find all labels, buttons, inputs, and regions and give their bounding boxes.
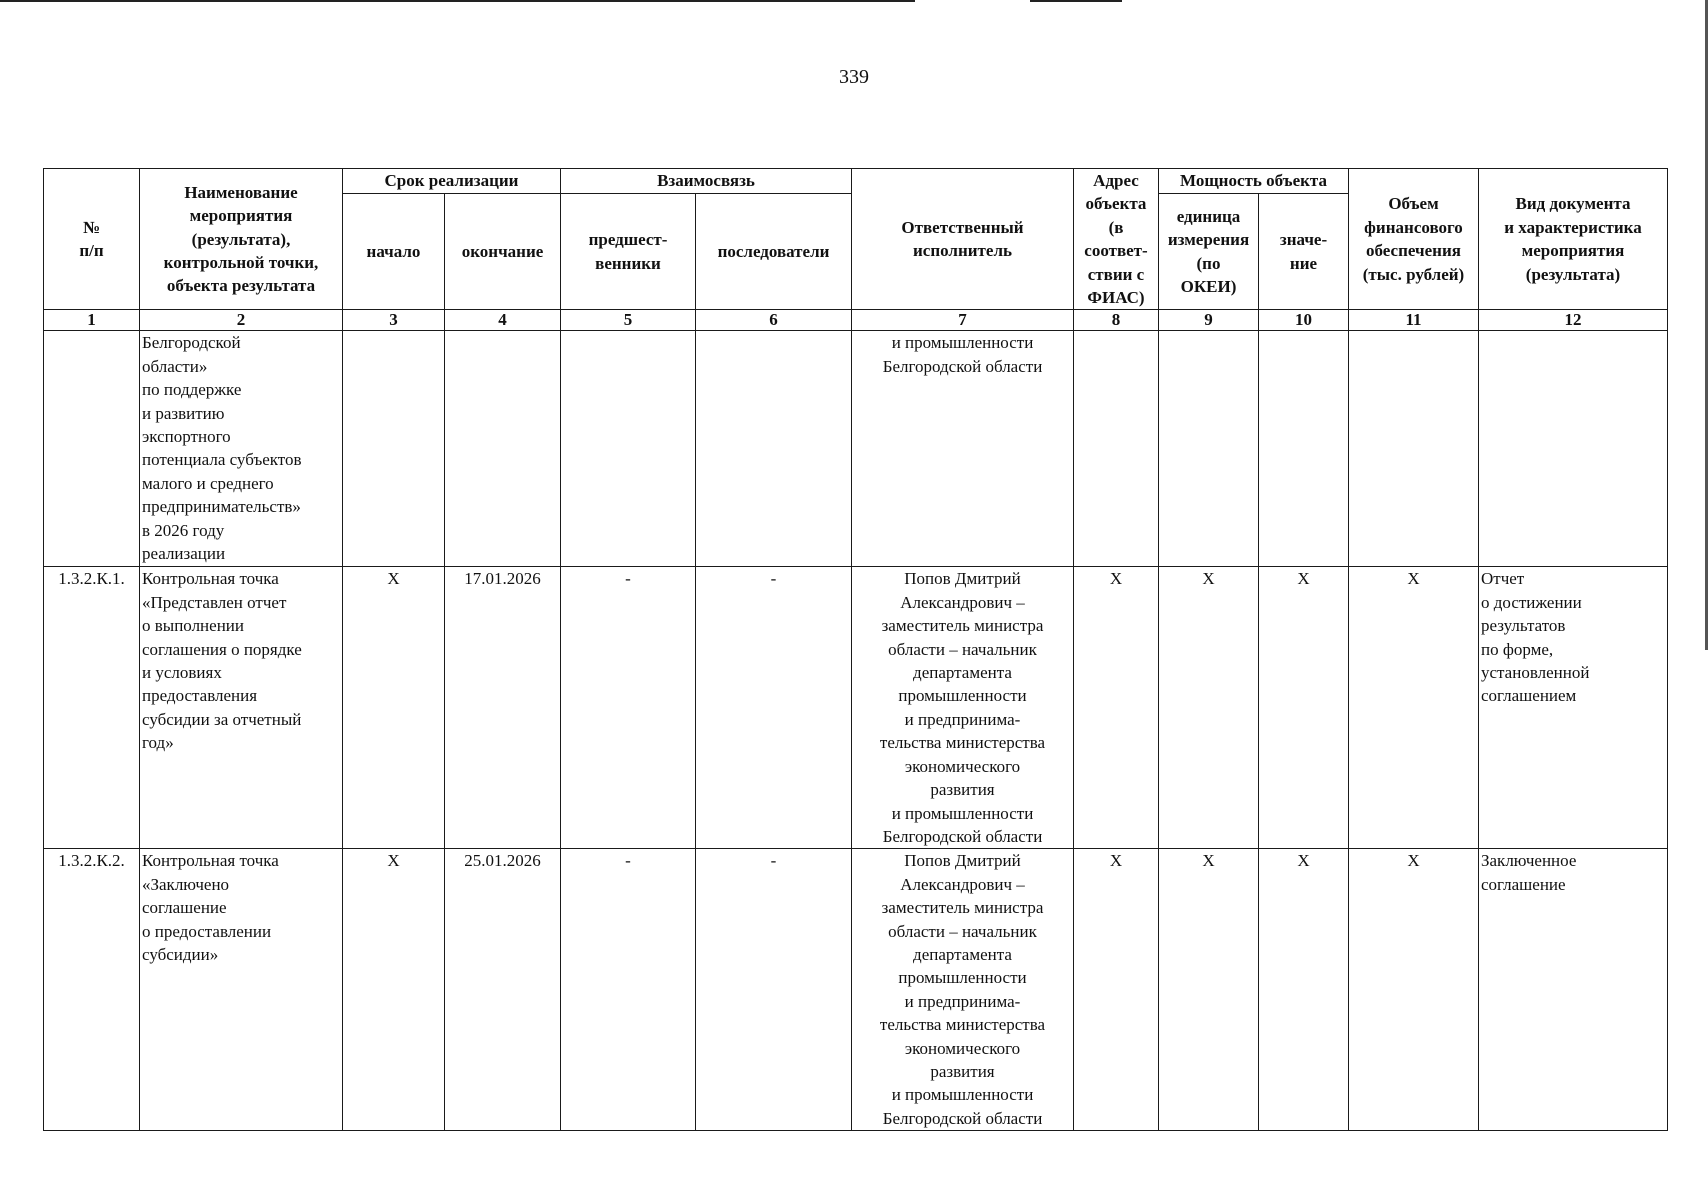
text-line: (в: [1108, 217, 1124, 237]
text-line: и промышленности: [891, 1085, 1034, 1105]
text-line: «Заключено: [142, 874, 230, 894]
activity-name: [140, 567, 343, 849]
capacity-value: [1259, 331, 1349, 567]
text-line: Попов Дмитрий: [904, 569, 1021, 589]
column-number: 11: [1349, 310, 1479, 331]
text-line: и промышленности: [891, 333, 1034, 353]
text-line: (результата),: [191, 229, 291, 249]
text-line: области – начальник: [888, 921, 1037, 941]
header-value: [1259, 193, 1349, 310]
responsible-executor: [852, 567, 1074, 849]
capacity-value: X: [1259, 849, 1349, 1131]
text-line: обеспечения: [1366, 241, 1461, 261]
start-date: X: [343, 849, 445, 1131]
column-number: 5: [561, 310, 696, 331]
text-line: промышленности: [898, 686, 1027, 706]
header-unit: [1159, 193, 1259, 310]
text-line: реализации: [142, 544, 226, 564]
text-line: потенциала субъектов: [142, 450, 302, 470]
text-line: департамента: [913, 944, 1012, 964]
finance-amount: [1349, 331, 1479, 567]
text-line: предпринимательств»: [142, 497, 301, 517]
column-number: 8: [1074, 310, 1159, 331]
text-line: о достижении: [1481, 592, 1582, 612]
text-line: (результата): [1525, 264, 1621, 284]
start-date: X: [343, 567, 445, 849]
text-line: ФИАС): [1087, 288, 1145, 308]
finance-amount: X: [1349, 849, 1479, 1131]
text-line: и условиях: [142, 663, 222, 683]
column-number: 2: [140, 310, 343, 331]
text-line: исполнитель: [913, 241, 1012, 261]
text-line: Контрольная точка: [142, 569, 279, 589]
text-line: в 2026 году: [142, 520, 225, 540]
text-line: финансового: [1364, 217, 1463, 237]
text-line: Белгородской области: [882, 826, 1043, 846]
text-line: Объем: [1388, 194, 1439, 214]
predecessors: -: [561, 849, 696, 1131]
text-line: тельства министерства: [879, 1015, 1046, 1035]
text-line: Белгородской: [142, 333, 241, 353]
end-date: 17.01.2026: [445, 567, 561, 849]
text-line: промышленности: [898, 968, 1027, 988]
row-number: 1.3.2.К.1.: [44, 567, 140, 849]
text-line: Адрес: [1093, 171, 1139, 190]
header-relation-group: Взаимосвязь: [561, 169, 852, 194]
table-row: [44, 849, 1668, 1131]
header-document: [1479, 169, 1668, 310]
text-line: (по: [1196, 253, 1221, 273]
successors: [696, 331, 852, 567]
text-line: области – начальник: [888, 639, 1037, 659]
text-line: и промышленности: [891, 803, 1034, 823]
text-line: Вид документа: [1515, 194, 1631, 214]
header-start: начало: [343, 193, 445, 310]
text-line: объекта: [1085, 194, 1147, 214]
text-line: соответ-: [1084, 241, 1148, 261]
table-row: [44, 567, 1668, 849]
table-row: [44, 331, 1668, 567]
text-line: соглашение: [1481, 874, 1566, 894]
column-number: 10: [1259, 310, 1349, 331]
text-line: ствии с: [1087, 264, 1145, 284]
text-line: год»: [142, 733, 174, 753]
column-number: 4: [445, 310, 561, 331]
text-line: и развитию: [142, 403, 225, 423]
capacity-unit: [1159, 331, 1259, 567]
text-line: Белгородской области: [882, 1108, 1043, 1128]
text-line: экономического: [904, 1038, 1021, 1058]
text-line: развития: [930, 1061, 995, 1081]
text-line: соглашения о порядке: [142, 639, 302, 659]
column-number: 12: [1479, 310, 1668, 331]
text-line: мероприятия: [189, 206, 293, 226]
text-line: субсидии»: [142, 944, 219, 964]
text-line: «Представлен отчет: [142, 592, 287, 612]
column-number: 3: [343, 310, 445, 331]
activity-name: [140, 331, 343, 567]
text-line: Попов Дмитрий: [904, 851, 1021, 871]
text-line: экспортного: [142, 427, 231, 447]
text-line: тельства министерства: [879, 733, 1046, 753]
document-type: [1479, 331, 1668, 567]
text-line: заместитель министра: [881, 616, 1044, 636]
activity-table: [43, 168, 1668, 1131]
text-line: Александрович –: [900, 592, 1025, 612]
header-predecessors: [561, 193, 696, 310]
text-line: Наименование: [184, 182, 298, 202]
text-line: соглашение: [142, 898, 227, 918]
text-line: Белгородской области: [882, 356, 1043, 376]
page-number: 339: [839, 66, 869, 88]
header-name: [140, 169, 343, 310]
header-end: окончание: [445, 193, 561, 310]
responsible-executor: [852, 849, 1074, 1131]
text-line: Отчет: [1481, 569, 1525, 589]
text-line: и предпринима-: [904, 709, 1021, 729]
capacity-unit: X: [1159, 567, 1259, 849]
text-line: мероприятия: [1521, 241, 1625, 261]
finance-amount: X: [1349, 567, 1479, 849]
text-line: объекта результата: [166, 276, 316, 296]
end-date: [445, 331, 561, 567]
header-executor: [852, 169, 1074, 310]
header-number: [44, 169, 140, 310]
text-line: ние: [1289, 253, 1318, 273]
successors: -: [696, 849, 852, 1131]
document-type: [1479, 567, 1668, 849]
text-line: по поддержке: [142, 380, 242, 400]
text-line: департамента: [913, 663, 1012, 683]
row-number: [44, 331, 140, 567]
predecessors: [561, 331, 696, 567]
text-line: результатов: [1481, 616, 1566, 636]
header-finance: [1349, 169, 1479, 310]
object-address: X: [1074, 567, 1159, 849]
capacity-unit: X: [1159, 849, 1259, 1131]
row-number: 1.3.2.К.2.: [44, 849, 140, 1131]
object-address: X: [1074, 849, 1159, 1131]
text-line: о предоставлении: [142, 921, 272, 941]
header-address: [1074, 169, 1159, 310]
column-number: 7: [852, 310, 1074, 331]
text-line: о выполнении: [142, 616, 244, 636]
column-number: 1: [44, 310, 140, 331]
text-line: (тыс. рублей): [1362, 264, 1465, 284]
text-line: соглашением: [1481, 686, 1577, 706]
successors: -: [696, 567, 852, 849]
text-line: предшест-: [588, 230, 668, 250]
text-line: венники: [595, 253, 661, 273]
predecessors: -: [561, 567, 696, 849]
header-capacity-group: Мощность объекта: [1159, 169, 1349, 194]
text-line: Контрольная точка: [142, 851, 279, 871]
text-line: ОКЕИ): [1180, 276, 1237, 296]
text-line: предоставления: [142, 686, 258, 706]
text-line: субсидии за отчетный: [142, 709, 302, 729]
text-line: №: [82, 217, 101, 237]
object-address: [1074, 331, 1159, 567]
header-successors: последователи: [696, 193, 852, 310]
start-date: [343, 331, 445, 567]
text-line: области»: [142, 356, 208, 376]
text-line: установленной: [1481, 663, 1590, 683]
activity-name: [140, 849, 343, 1131]
text-line: Ответственный: [901, 217, 1024, 237]
text-line: значе-: [1279, 230, 1328, 250]
text-line: Заключенное: [1481, 851, 1577, 871]
column-number: 9: [1159, 310, 1259, 331]
text-line: и характеристика: [1504, 217, 1642, 237]
column-number: 6: [696, 310, 852, 331]
text-line: контрольной точки,: [163, 252, 319, 272]
header-period-group: Срок реализации: [343, 169, 561, 194]
text-line: развития: [930, 780, 995, 800]
text-line: по форме,: [1481, 639, 1554, 659]
text-line: экономического: [904, 756, 1021, 776]
text-line: малого и среднего: [142, 473, 274, 493]
text-line: и предпринима-: [904, 991, 1021, 1011]
end-date: 25.01.2026: [445, 849, 561, 1131]
scan-edge-line: [1030, 0, 1122, 2]
scan-edge-line: [0, 0, 915, 2]
text-line: измерения: [1167, 230, 1250, 250]
responsible-executor: [852, 331, 1074, 567]
document-type: [1479, 849, 1668, 1131]
text-line: Александрович –: [900, 874, 1025, 894]
text-line: п/п: [79, 241, 104, 261]
capacity-value: X: [1259, 567, 1349, 849]
column-number-row: [44, 310, 1668, 331]
text-line: единица: [1176, 206, 1241, 226]
text-line: заместитель министра: [881, 898, 1044, 918]
